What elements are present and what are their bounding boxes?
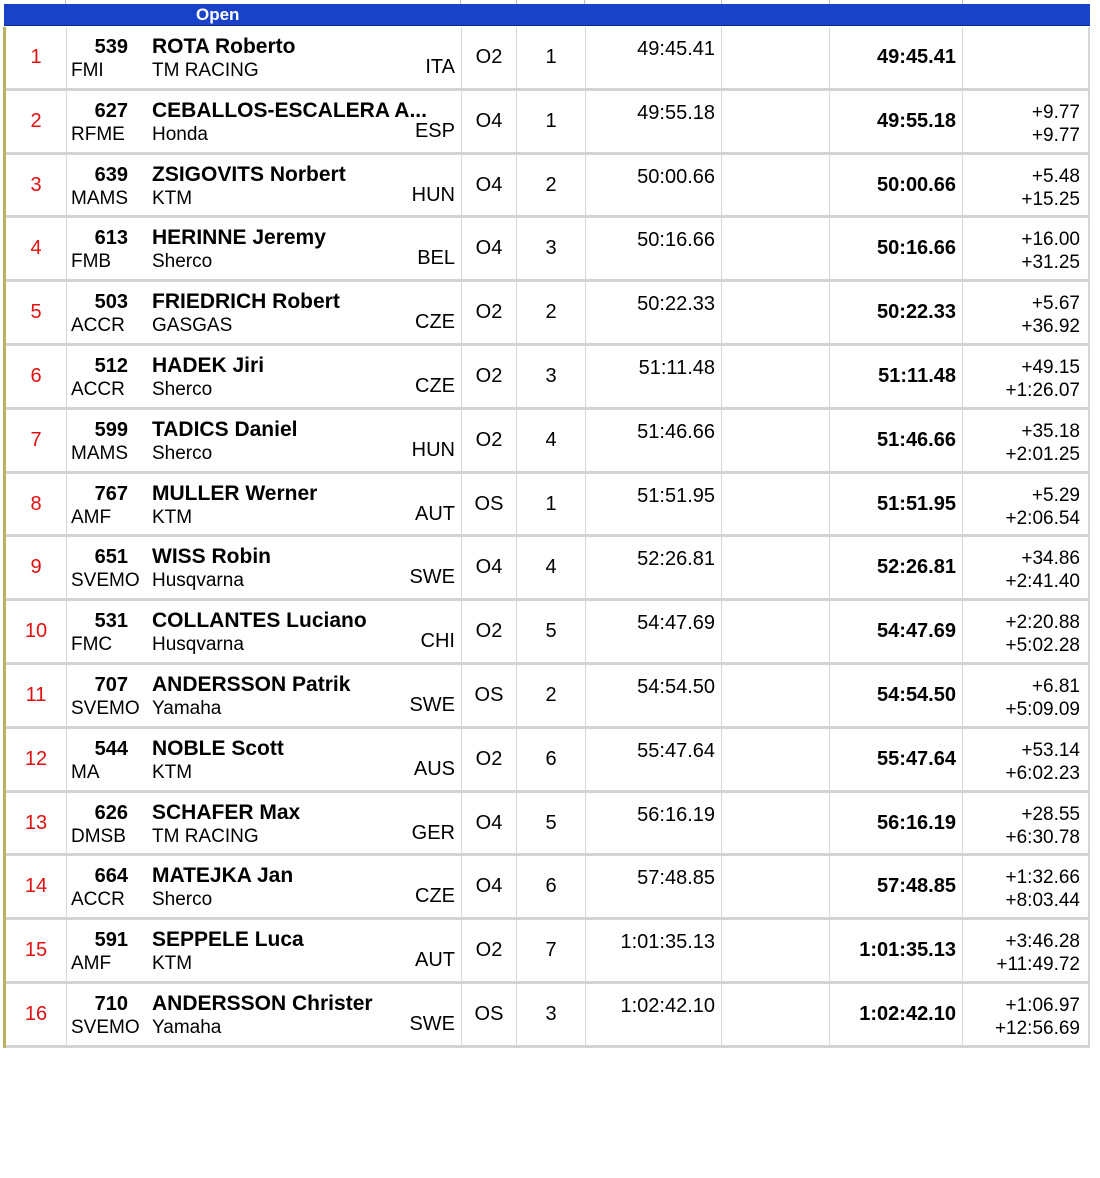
class-cell: OS [474,492,504,515]
class-cell: O2 [475,46,503,68]
rider-name-cell: MULLER Werner [152,481,318,505]
position-cell: 7 [30,428,42,451]
federation-cell: SVEMO [71,1016,140,1038]
class-cell: O4 [475,173,503,196]
team-cell: Yamaha [152,697,222,719]
table-row [0,665,1092,729]
results-table [0,27,1092,1048]
lap-time-cell: 50:16.66 [637,229,715,252]
lap-time-cell: 52:26.81 [637,548,715,571]
federation-cell: MA [71,761,100,783]
column-separator [721,155,722,216]
bib-number-cell: 531 [94,610,128,633]
row-divider [6,1045,1090,1048]
lap-time-cell: 54:47.69 [637,612,715,635]
gap-leader-cell: +31.25 [1021,252,1080,274]
team-cell: TM RACING [152,825,259,847]
column-separator [721,729,722,790]
row-right-border [1088,984,1090,1045]
class-rank-cell: 2 [545,301,557,324]
team-cell: GASGAS [152,315,233,337]
rider-name-cell: COLLANTES Luciano [152,609,367,633]
team-cell: Sherco [152,442,213,464]
lap-time-cell: 51:51.95 [637,484,715,507]
nationality-cell: SWE [409,566,455,589]
federation-cell: AMF [71,506,112,528]
rider-name-cell: NOBLE Scott [152,736,284,760]
total-time-cell: 51:51.95 [877,492,956,515]
total-time-cell: 1:02:42.10 [859,1002,956,1025]
gap-leader-cell: +11:49.72 [996,954,1080,976]
team-cell: Sherco [152,251,213,273]
table-row [0,856,1092,920]
position-cell: 5 [30,301,42,324]
position-cell: 12 [24,747,48,770]
bib-number-cell: 627 [94,99,128,122]
rider-name-cell: TADICS Daniel [152,417,298,441]
position-cell: 8 [30,492,42,515]
class-rank-cell: 4 [545,556,557,579]
class-rank-cell: 7 [545,939,557,962]
rider-name-cell: ROTA Roberto [152,35,296,58]
gap-leader-cell: +6:30.78 [1005,826,1080,848]
total-time-cell: 57:48.85 [877,875,956,898]
federation-cell: MAMS [71,187,128,209]
gap-previous-cell: +9.77 [1031,101,1080,123]
total-time-cell: 49:55.18 [877,109,956,132]
class-cell: O2 [475,620,503,643]
column-separator [721,601,722,662]
total-time-cell: 54:54.50 [877,683,956,706]
nationality-cell: SWE [409,693,455,716]
position-cell: 16 [24,1002,48,1025]
table-row [0,155,1092,219]
lap-time-cell: 56:16.19 [637,803,715,826]
bib-number-cell: 613 [94,227,128,250]
bib-number-cell: 710 [94,992,128,1015]
gap-leader-cell: +8:03.44 [1005,890,1080,912]
row-right-border [1088,537,1090,598]
nationality-cell: HUN [411,438,455,461]
column-separator [721,474,722,535]
total-time-cell: 50:00.66 [877,173,956,196]
position-cell: 15 [24,939,48,962]
gap-leader-cell: +6:02.23 [1005,762,1080,784]
bib-number-cell: 664 [94,865,128,888]
gap-leader-cell: +1:26.07 [1005,379,1080,401]
total-time-cell: 50:16.66 [877,237,956,260]
class-rank-cell: 1 [545,109,557,132]
column-separator [721,27,722,88]
bib-number-cell: 626 [94,801,128,824]
total-time-cell: 52:26.81 [877,556,956,579]
position-cell: 10 [24,620,48,643]
lap-time-cell: 55:47.64 [637,739,715,762]
column-separator [721,665,722,726]
row-right-border [1088,920,1090,981]
nationality-cell: GER [411,821,455,844]
total-time-cell: 55:47.64 [877,747,956,770]
rider-name-cell: HERINNE Jeremy [152,226,326,250]
gap-previous-cell: +28.55 [1021,803,1080,825]
team-cell: Sherco [152,889,213,911]
nationality-cell: CZE [415,885,455,908]
class-cell: OS [474,683,504,706]
gap-previous-cell: +5.29 [1031,484,1080,506]
total-time-cell: 49:45.41 [877,46,956,68]
gap-previous-cell: +1:32.66 [1005,867,1080,889]
class-rank-cell: 3 [545,364,557,387]
gap-previous-cell: +2:20.88 [1005,612,1080,634]
federation-cell: RFME [71,123,125,145]
row-right-border [1088,155,1090,216]
class-cell: O2 [475,301,503,324]
class-rank-cell: 2 [545,683,557,706]
row-right-border [1088,856,1090,917]
gap-previous-cell: +53.14 [1021,739,1080,761]
category-header [4,4,1090,26]
class-cell: O4 [475,237,503,260]
gap-previous-cell: +5.48 [1031,165,1080,187]
gap-leader-cell: +36.92 [1021,316,1080,338]
table-row [0,537,1092,601]
rider-name-cell: MATEJKA Jan [152,864,294,888]
class-rank-cell: 1 [545,492,557,515]
row-right-border [1088,346,1090,407]
lap-time-cell: 49:45.41 [637,38,715,60]
position-cell: 13 [24,811,48,834]
rider-name-cell: CEBALLOS-ESCALERA A... [152,98,427,122]
class-cell: OS [474,1002,504,1025]
rider-name-cell: ANDERSSON Patrik [152,672,351,696]
team-cell: KTM [152,953,193,975]
gap-previous-cell: +35.18 [1021,420,1080,442]
row-right-border [1088,601,1090,662]
table-row [0,474,1092,538]
federation-cell: MAMS [71,442,128,464]
nationality-cell: ITA [425,56,455,78]
nationality-cell: AUS [413,757,455,780]
rider-name-cell: FRIEDRICH Robert [152,290,340,314]
federation-cell: FMC [71,634,113,656]
column-separator [721,920,722,981]
lap-time-cell: 1:01:35.13 [620,931,715,954]
class-rank-cell: 6 [545,747,557,770]
gap-leader-cell: +2:06.54 [1005,507,1080,529]
bib-number-cell: 651 [94,546,128,569]
position-cell: 11 [25,683,47,706]
lap-time-cell: 50:00.66 [637,165,715,188]
class-rank-cell: 4 [545,428,557,451]
class-cell: O4 [475,556,503,579]
gap-leader-cell: +5:09.09 [1005,698,1080,720]
class-cell: O4 [475,875,503,898]
team-cell: TM RACING [152,60,259,81]
federation-cell: ACCR [71,378,125,400]
position-cell: 9 [30,556,42,579]
row-right-border [1088,410,1090,471]
total-time-cell: 51:11.48 [878,364,956,387]
column-separator [721,410,722,471]
total-time-cell: 50:22.33 [877,301,956,324]
table-row [0,282,1092,346]
team-cell: Husqvarna [152,634,244,656]
gap-previous-cell: +1:06.97 [1005,994,1080,1016]
column-separator [721,218,722,279]
team-cell: Husqvarna [152,570,244,592]
bib-number-cell: 639 [94,163,128,186]
table-row [0,410,1092,474]
class-rank-cell: 3 [545,1002,557,1025]
column-separator [721,984,722,1045]
total-time-cell: 1:01:35.13 [859,939,956,962]
nationality-cell: AUT [415,949,455,972]
gap-previous-cell: +34.86 [1021,548,1080,570]
federation-cell: FMB [71,251,112,273]
team-cell: KTM [152,761,193,783]
lap-time-cell: 57:48.85 [637,867,715,890]
column-separator [721,346,722,407]
column-separator [962,27,963,88]
position-cell: 4 [30,237,42,260]
class-cell: O2 [475,747,503,770]
gap-leader-cell: +15.25 [1021,188,1080,210]
team-cell: KTM [152,506,193,528]
gap-leader-cell: +9.77 [1031,124,1080,146]
nationality-cell: AUT [415,502,455,525]
rider-name-cell: SEPPELE Luca [152,928,304,952]
federation-cell: FMI [71,60,104,81]
lap-time-cell: 51:46.66 [637,420,715,443]
gap-previous-cell: +3:46.28 [1005,931,1080,953]
position-cell: 14 [24,875,48,898]
lap-time-cell: 49:55.18 [637,101,715,124]
rider-name-cell: HADEK Jiri [152,353,265,377]
class-rank-cell: 2 [545,173,557,196]
row-right-border [1088,218,1090,279]
class-cell: O4 [475,109,503,132]
row-right-border [1088,282,1090,343]
lap-time-cell: 50:22.33 [637,293,715,316]
federation-cell: ACCR [71,315,125,337]
row-right-border [1088,793,1090,854]
position-cell: 6 [30,364,42,387]
bib-number-cell: 544 [94,737,128,760]
rider-name-cell: ANDERSSON Christer [152,991,373,1015]
rider-name-cell: ZSIGOVITS Norbert [152,162,346,186]
table-row [0,218,1092,282]
row-right-border [1088,474,1090,535]
column-separator [721,91,722,152]
team-cell: KTM [152,187,193,209]
class-cell: O2 [475,364,503,387]
column-separator [721,282,722,343]
gap-leader-cell: +12:56.69 [994,1017,1080,1039]
gap-previous-cell: +6.81 [1031,675,1080,697]
table-row [0,984,1092,1048]
gap-leader-cell: +2:41.40 [1005,571,1080,593]
federation-cell: ACCR [71,889,125,911]
bib-number-cell: 512 [94,354,128,377]
bib-number-cell: 591 [94,929,128,952]
row-right-border [1088,665,1090,726]
team-cell: Sherco [152,378,213,400]
gap-previous-cell: +16.00 [1021,229,1080,251]
position-cell: 3 [30,173,42,196]
total-time-cell: 51:46.66 [877,428,956,451]
table-row [0,793,1092,857]
table-row [0,27,1092,91]
column-separator [721,856,722,917]
table-row [0,346,1092,410]
federation-cell: SVEMO [71,697,140,719]
gap-leader-cell: +5:02.28 [1005,635,1080,657]
class-cell: O2 [475,939,503,962]
table-row [0,601,1092,665]
federation-cell: SVEMO [71,570,140,592]
rider-name-cell: WISS Robin [152,545,271,569]
class-rank-cell: 6 [545,875,557,898]
total-time-cell: 54:47.69 [877,620,956,643]
lap-time-cell: 51:11.48 [638,356,715,379]
position-cell: 2 [30,109,42,132]
table-row [0,920,1092,984]
column-separator [721,793,722,854]
federation-cell: AMF [71,953,112,975]
nationality-cell: CZE [415,311,455,334]
class-cell: O2 [475,428,503,451]
class-rank-cell: 3 [545,237,557,260]
class-rank-cell: 5 [545,620,557,643]
category-title: Open [196,5,240,24]
gap-previous-cell: +5.67 [1031,293,1080,315]
bib-number-cell: 767 [94,482,128,505]
nationality-cell: ESP [414,119,455,142]
row-right-border [1088,729,1090,790]
table-row [0,729,1092,793]
bib-number-cell: 599 [94,418,128,441]
nationality-cell: CHI [420,630,455,653]
nationality-cell: HUN [411,183,455,206]
bib-number-cell: 707 [94,673,128,696]
class-cell: O4 [475,811,503,834]
lap-time-cell: 54:54.50 [637,675,715,698]
team-cell: Yamaha [152,1016,222,1038]
federation-cell: DMSB [71,825,126,847]
lap-time-cell: 1:02:42.10 [620,994,715,1017]
nationality-cell: BEL [417,247,455,270]
table-row [0,91,1092,155]
class-rank-cell: 5 [545,811,557,834]
gap-previous-cell: +49.15 [1021,356,1080,378]
class-rank-cell: 1 [545,46,557,68]
position-cell: 1 [30,46,42,68]
nationality-cell: CZE [415,374,455,397]
bib-number-cell: 503 [94,291,128,314]
rider-name-cell: SCHAFER Max [152,800,301,824]
bib-number-cell: 539 [94,36,128,58]
row-right-border [1088,27,1090,88]
row-right-border [1088,91,1090,152]
nationality-cell: SWE [409,1012,455,1035]
total-time-cell: 56:16.19 [877,811,956,834]
column-separator [721,537,722,598]
gap-leader-cell: +2:01.25 [1005,443,1080,465]
team-cell: Honda [152,123,208,145]
